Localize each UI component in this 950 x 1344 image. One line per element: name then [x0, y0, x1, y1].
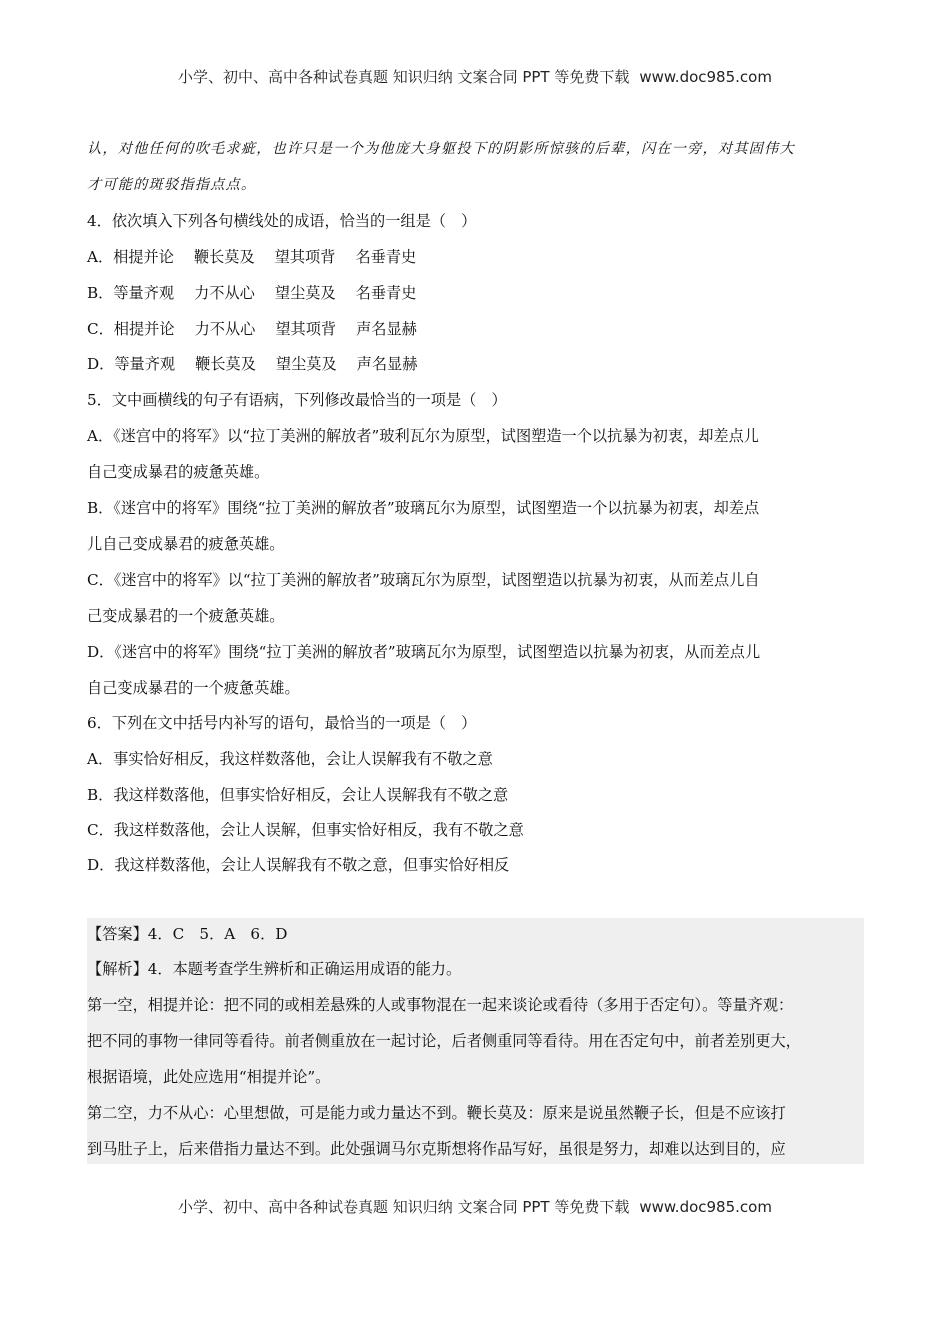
analysis-line: 根据语境，此处应选用“相提并论”。 [87, 1068, 331, 1086]
header-url[interactable]: www.doc985.com [639, 68, 772, 86]
question-5-option-a: A．《迷宫中的将军》以“拉丁美洲的解放者”玻利瓦尔为原型，试图塑造一个以抗暴为初衷，却差点儿 [87, 427, 759, 445]
question-5-option-c: C．《迷宫中的将军》以“拉丁美洲的解放者”玻璃瓦尔为原型，试图塑造以抗暴为初衷，从而差点儿自 [87, 571, 760, 589]
footer-url[interactable]: www.doc985.com [639, 1198, 772, 1216]
question-6-option-d: D．我这样数落他，会让人误解我有不敬之意，但事实恰好相反 [87, 856, 510, 874]
question-5-stem: 5．文中画横线的句子有语病，下列修改最恰当的一项是（ ） [87, 391, 507, 409]
footer-text: 小学、初中、高中各种试卷真题 知识归纳 文案合同 PPT 等免费下载 [178, 1198, 630, 1216]
question-4-option-b: B．等量齐观 力不从心 望尘莫及 名垂青史 [87, 284, 417, 302]
analysis-line: 第一空，相提并论：把不同的或相差悬殊的人或事物混在一起来谈论或看待（多用于否定句）。等量齐观： [87, 996, 794, 1014]
passage-line: 认，对他任何的吹毛求疵，也许只是一个为他庞大身躯投下的阴影所惊骇的后辈，闪在一旁，对其固伟大 [87, 141, 795, 157]
question-4-option-a: A．相提并论 鞭长莫及 望其项背 名垂青史 [87, 248, 417, 266]
question-4-stem: 4．依次填入下列各句横线处的成语，恰当的一组是（ ） [87, 212, 477, 230]
question-6-option-b: B．我这样数落他，但事实恰好相反，会让人误解我有不敬之意 [87, 786, 509, 804]
analysis-line: 第二空，力不从心：心里想做，可是能力或力量达不到。鞭长莫及：原来是说虽然鞭子长，但是不应该打 [87, 1104, 786, 1122]
question-5-option-d-cont: 自己变成暴君的一个疲惫英雄。 [87, 679, 300, 697]
passage-line: 才可能的斑驳指指点点。 [87, 177, 257, 193]
header-text: 小学、初中、高中各种试卷真题 知识归纳 文案合同 PPT 等免费下载 [178, 68, 630, 86]
question-6-stem: 6．下列在文中括号内补写的语句，最恰当的一项是（ ） [87, 714, 477, 732]
question-4-option-d: D．等量齐观 鞭长莫及 望尘莫及 声名显赫 [87, 355, 418, 373]
question-6-option-a: A．事实恰好相反，我这样数落他，会让人误解我有不敬之意 [87, 750, 493, 768]
question-5-option-c-cont: 己变成暴君的一个疲惫英雄。 [87, 607, 285, 625]
question-5-option-d: D．《迷宫中的将军》围绕“拉丁美洲的解放者”玻璃瓦尔为原型，试图塑造以抗暴为初衷，从而差点儿 [87, 643, 761, 661]
answer-line: 【答案】4．C 5．A 6．D [87, 925, 288, 943]
question-5-option-a-cont: 自己变成暴君的疲惫英雄。 [87, 463, 270, 481]
page-header [0, 66, 950, 87]
analysis-line: 【解析】4．本题考查学生辨析和正确运用成语的能力。 [87, 960, 462, 978]
question-5-option-b: B．《迷宫中的将军》围绕“拉丁美洲的解放者”玻璃瓦尔为原型，试图塑造一个以抗暴为初衷，却差点 [87, 499, 760, 517]
analysis-line: 把不同的事物一律同等看待。前者侧重放在一起讨论，后者侧重同等看待。用在否定句中，前者差别更大， [87, 1032, 801, 1050]
question-6-option-c: C．我这样数落他，会让人误解，但事实恰好相反，我有不敬之意 [87, 821, 524, 839]
page-footer [0, 1196, 950, 1217]
analysis-line: 到马肚子上，后来借指力量达不到。此处强调马尔克斯想将作品写好，虽很是努力，却难以达到目的，应 [87, 1140, 786, 1158]
question-4-option-c: C．相提并论 力不从心 望其项背 声名显赫 [87, 320, 417, 338]
question-5-option-b-cont: 儿自己变成暴君的疲惫英雄。 [87, 535, 285, 553]
